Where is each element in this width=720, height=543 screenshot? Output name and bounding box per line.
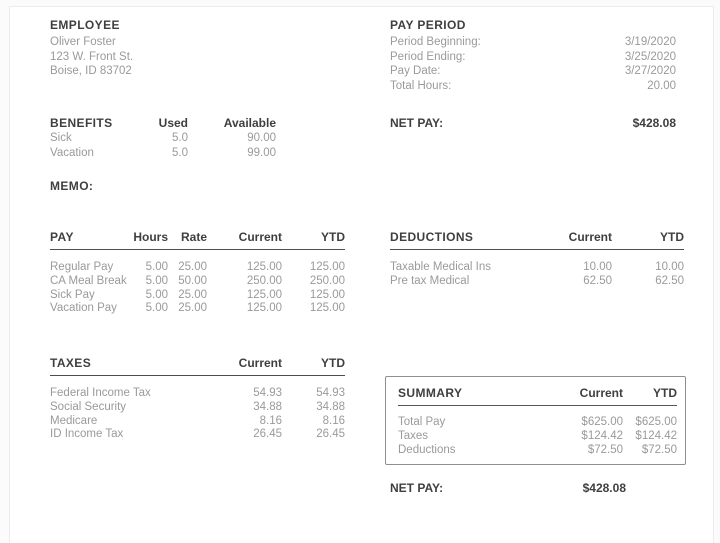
summary-label: Total Pay	[398, 416, 446, 428]
pay-row-label: Regular Pay	[50, 261, 114, 273]
benefits-heading: BENEFITS	[50, 116, 113, 130]
pay-col-rate: Rate	[180, 230, 207, 244]
tax-row-social-security	[50, 401, 345, 415]
deduction-label: Pre tax Medical	[390, 274, 470, 287]
tax-ytd: 34.88	[316, 400, 345, 413]
net-pay-top-value: $428.08	[632, 116, 676, 130]
pay-period-heading: PAY PERIOD	[390, 18, 466, 32]
pay-row-hours: 5.00	[145, 288, 168, 301]
summary-ytd: $124.42	[635, 429, 677, 442]
net-pay-bottom-value: $428.08	[582, 481, 626, 495]
pay-heading: PAY	[50, 230, 74, 244]
pay-row-ytd: 125.00	[309, 261, 345, 273]
net-pay-top-label: NET PAY:	[390, 116, 444, 130]
tax-ytd: 8.16	[322, 414, 345, 427]
summary-ytd: $72.50	[641, 443, 677, 456]
employee-section	[50, 18, 330, 79]
pay-row-vacation	[50, 302, 345, 316]
benefit-available: 99.00	[247, 146, 276, 159]
deductions-col-current: Current	[568, 230, 612, 244]
net-pay-bottom	[390, 481, 626, 495]
tax-label: ID Income Tax	[50, 428, 124, 441]
benefits-col-used: Used	[158, 116, 188, 130]
benefits-section	[50, 116, 276, 161]
pay-row-current: 125.00	[246, 261, 282, 273]
pay-row-rate: 50.00	[178, 274, 207, 287]
tax-current: 54.93	[253, 387, 282, 399]
pay-period-row	[390, 35, 676, 50]
pay-period-row	[390, 50, 676, 65]
summary-col-current: Current	[579, 386, 623, 400]
pay-row-rate: 25.00	[178, 261, 207, 273]
total-hours-label: Total Hours:	[390, 79, 452, 92]
pay-row-hours: 5.00	[145, 261, 168, 273]
pay-row-label: Sick Pay	[50, 288, 95, 301]
pay-row-rate: 25.00	[178, 302, 207, 315]
pay-table-header	[50, 230, 345, 250]
tax-row-medicare	[50, 415, 345, 429]
benefits-header-row	[50, 116, 276, 131]
summary-heading: SUMMARY	[398, 386, 463, 400]
pay-row-rate: 25.00	[178, 288, 207, 301]
deductions-heading: DEDUCTIONS	[390, 230, 474, 244]
taxes-table	[50, 356, 345, 442]
tax-row-id-income	[50, 428, 345, 442]
pay-row-hours: 5.00	[145, 302, 168, 315]
summary-label: Taxes	[398, 429, 429, 442]
tax-current: 26.45	[253, 428, 282, 441]
deduction-ytd: 62.50	[655, 274, 684, 287]
period-beginning-value: 3/19/2020	[624, 36, 676, 48]
benefit-used: 5.0	[172, 132, 188, 144]
tax-current: 34.88	[253, 400, 282, 413]
pay-row-current: 125.00	[246, 302, 282, 315]
pay-row-current: 250.00	[246, 274, 282, 287]
total-hours-value: 20.00	[647, 79, 676, 92]
pay-row-sick	[50, 289, 345, 303]
period-ending-label: Period Ending:	[390, 50, 466, 63]
period-beginning-label: Period Beginning:	[390, 36, 481, 48]
deduction-row-pretax-medical	[390, 275, 684, 289]
benefit-label: Vacation	[50, 146, 94, 159]
pay-table	[50, 230, 345, 316]
deduction-ytd: 10.00	[655, 261, 684, 273]
benefits-row-vacation	[50, 147, 276, 162]
deduction-label: Taxable Medical Ins	[390, 261, 491, 273]
net-pay-bottom-label: NET PAY:	[390, 481, 444, 495]
deductions-table-header	[390, 230, 684, 250]
deduction-current: 62.50	[583, 274, 612, 287]
summary-current: $72.50	[587, 443, 623, 456]
pay-col-hours: Hours	[133, 230, 168, 244]
pay-row-label: Vacation Pay	[50, 302, 117, 315]
employee-name: Oliver Foster	[50, 36, 116, 48]
tax-label: Medicare	[50, 414, 98, 427]
pay-row-ytd: 125.00	[309, 302, 345, 315]
pay-date-label: Pay Date:	[390, 65, 441, 77]
summary-ytd: $625.00	[635, 416, 677, 428]
tax-current: 8.16	[259, 414, 282, 427]
deduction-current: 10.00	[583, 261, 612, 273]
summary-box	[385, 376, 686, 465]
tax-ytd: 54.93	[316, 387, 345, 399]
summary-header	[398, 386, 677, 406]
summary-row-total-pay	[398, 416, 677, 430]
net-pay-top	[390, 116, 676, 130]
pay-period-row	[390, 79, 676, 94]
period-ending-value: 3/25/2020	[624, 50, 676, 63]
pay-row-current: 125.00	[246, 288, 282, 301]
taxes-col-ytd: YTD	[321, 356, 345, 370]
pay-row-regular	[50, 261, 345, 275]
summary-col-ytd: YTD	[653, 386, 677, 400]
pay-period-section	[390, 18, 676, 93]
pay-row-hours: 5.00	[145, 274, 168, 287]
taxes-heading: TAXES	[50, 356, 92, 370]
taxes-table-header	[50, 356, 345, 376]
tax-row-federal	[50, 387, 345, 401]
deductions-col-ytd: YTD	[660, 230, 684, 244]
summary-current: $625.00	[581, 416, 623, 428]
benefits-row-sick	[50, 132, 276, 147]
deduction-row-taxable-medical	[390, 261, 684, 275]
pay-date-value: 3/27/2020	[624, 65, 676, 77]
benefit-label: Sick	[50, 132, 72, 144]
deductions-table	[390, 230, 684, 289]
pay-period-row	[390, 64, 676, 79]
pay-row-label: CA Meal Break	[50, 274, 127, 287]
benefit-available: 90.00	[247, 132, 276, 144]
pay-col-ytd: YTD	[321, 230, 345, 244]
summary-label: Deductions	[398, 443, 456, 456]
pay-row-ytd: 250.00	[309, 274, 345, 287]
benefits-col-available: Available	[223, 116, 276, 130]
pay-col-current: Current	[238, 230, 282, 244]
memo-heading: MEMO:	[50, 179, 94, 193]
taxes-col-current: Current	[238, 356, 282, 370]
employee-heading: EMPLOYEE	[50, 18, 120, 32]
tax-label: Federal Income Tax	[50, 387, 151, 399]
pay-row-ytd: 125.00	[309, 288, 345, 301]
pay-row-ca-meal-break	[50, 275, 345, 289]
tax-ytd: 26.45	[316, 428, 345, 441]
benefit-used: 5.0	[172, 146, 188, 159]
summary-row-taxes	[398, 430, 677, 444]
summary-current: $124.42	[581, 429, 623, 442]
tax-label: Social Security	[50, 400, 127, 413]
employee-address-line1: 123 W. Front St.	[50, 50, 134, 63]
summary-row-deductions	[398, 444, 677, 458]
employee-address-line2: Boise, ID 83702	[50, 65, 132, 77]
